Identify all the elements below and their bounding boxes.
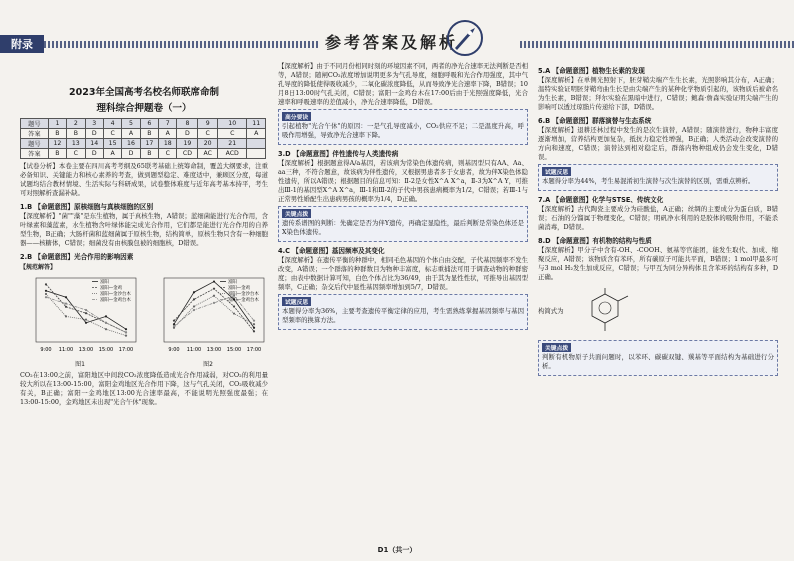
tip-box-5-title: 关键点拨 [542,343,571,352]
exam-title: 2023年全国高考名校名师联席命制 [69,87,219,98]
tip-box-2-title: 关键点拨 [282,209,311,218]
data-point [125,328,127,330]
figure-heading: 【规范解答】 [20,264,57,271]
answer-table-cell [247,149,266,159]
question-2-heading: 2.B 【命题意图】光合作用的影响因素 [20,253,134,261]
appendix-tag: 附录 [0,35,44,53]
tip-box-3 [278,294,528,330]
answer-table-cell: AC [198,149,218,159]
answer-table-cell: C [198,129,218,139]
header-stripes-right [520,41,794,48]
tip-box-4-text: 本题得分率为44%，考生易混淆初生演替与次生演替的区别，需重点辨析。 [542,177,755,185]
answer-table-cell: 16 [122,139,140,149]
answer-table-cell: 6 [140,119,158,129]
legend-entry: 富阳 [228,280,237,285]
data-point [253,323,255,325]
answer-table-cell: 7 [159,119,177,129]
data-point [85,309,87,311]
tip-box-4 [538,164,778,191]
answer-table-cell: 3 [85,119,103,129]
data-point [213,302,215,304]
question-6-heading: 6.B 【命题意图】群落演替与生态系统 [538,117,652,125]
legend-entry: 富阳—金沙台木 [228,292,259,297]
answer-table-cell: B [140,129,158,139]
x-tick-label: 15:00 [98,347,114,353]
data-point [213,288,215,290]
question-5-heading: 5.A 【命题意图】植物生长素的发现 [538,67,645,75]
answer-table-cell [247,139,266,149]
data-point [85,319,87,321]
chart-1 [20,274,140,368]
answer-table-cell: B [48,149,66,159]
answer-table-label: 题号 [21,119,49,129]
structure-row [538,284,778,338]
x-tick-label: 11:00 [186,347,202,353]
data-point [105,328,107,330]
tip-box-1-title: 高分要诀 [282,112,311,121]
question-3-heading: 3.D 【命题意图】伴性遗传与人类遗传病 [278,150,399,158]
x-tick-label: 17:00 [118,347,134,353]
answer-table-cell: 5 [122,119,140,129]
data-point [173,325,175,327]
answer-table-cell: D [177,129,198,139]
answer-table-cell: ACD [217,149,246,159]
chart-2-svg [148,274,268,356]
answer-table-cell: 19 [177,139,198,149]
legend-entry: 富阳—金鸡台木 [100,298,131,303]
question-2-analysis: CO₂在13:00之前，富阳地区中间段CO₂浓度降低造成光合作用减弱，对CO₂的利用量较大所以在13:00-15:00，富阳金鸡地区光合作用下降，这与气孔关闭，CO₂吸收减少有关，B正确；富阳一金鸡地区13:00光合速率最高，不能说明光照强度最强；在13:00-15:00，金鸡地区未出现"光合午休"现象。 [20,371,268,406]
column-1 [20,62,268,409]
data-point [253,320,255,322]
data-point [65,303,67,305]
page-header [0,0,794,60]
answer-table-cell: D [122,149,140,159]
answer-table-cell: C [159,149,177,159]
answer-table-cell: A [103,149,121,159]
chart-1-caption: 图1 [75,361,85,368]
data-point [45,283,47,285]
data-point [85,312,87,314]
answer-table-label: 答案 [21,149,49,159]
x-tick-label: 17:00 [246,347,262,353]
question-8-analysis: 【深度解析】甲分子中含有-OH、-COOH、氨基等官能团，能发生取代、加成、缩聚反应，A错误；该物质含有苯环，所有碳原子可能共平面，B错误；1 mol甲最多可与3 mol H₂发生加成反应，C错误；与甲互为同分异构体且含苯环的结构有多种，D正确。 [538,246,778,281]
question-3-analysis: 【深度解析】根据题意得A/a基因，若该病为常染色体遗传病，则基因型只有AA、Aa、aa三种，不符合题意，故该病为伴性遗传，又根据男患者多于女患者，故为伴X染色体隐性遗传，所以A错误；根据题目的信息可知：Ⅱ-2是女性X^A X^a，Ⅱ-3为X^A Y，可推出Ⅲ-1的基因型X^A X^a，Ⅲ-1和Ⅲ-2的子代中男孩患病概率为1/2，C错误；若Ⅲ-1与正常男性婚配生出患病男孩的概率为1/4，D正确。 [278,159,528,203]
legend-entry: 富阳—金鸡台木 [228,298,259,303]
legend-entry: 富阳—金鸡 [228,286,250,291]
data-point [233,312,235,314]
exam-subtitle: 理科综合押题卷（一） [96,103,192,114]
answer-table-cell: 21 [217,139,246,149]
answer-table-row [21,139,266,149]
legend-entry: 富阳—金鸡 [100,286,122,291]
question-7-heading: 7.A 【命题意图】化学与STSE、传统文化 [538,196,664,204]
answer-table-cell: A [122,129,140,139]
tip-box-5-text: 判断有机物原子共面问题时，以苯环、碳碳双键、羰基等平面结构为基础进行分析。 [542,353,774,370]
data-point [253,327,255,329]
tip-box-3-title: 试题反思 [282,297,311,306]
page-banner: 参考答案及解析 [325,33,459,52]
tip-box-2 [278,206,528,242]
data-point [65,296,67,298]
question-5-analysis: 【深度解析】在单侧光照射下，胚芽鞘尖端产生生长素，光照影响其分布，A正确；温特实验证明胚芽鞘弯曲生长是由尖端产生的某种化学物质引起的，该物质后被命名为生长素，B错误；拜尔实验在黑暗中进行，C错误；鲍森·詹森实验证明尖端产生的影响可以透过琼脂片传递给下部，D错误。 [538,76,778,111]
question-4-analysis: 【深度解析】在遗传平衡的种群中，相同毛色基因的个体自由交配，子代基因频率不发生改变，A错误；一个群落的种群数目为物种丰富度，标志重捕法可用于调查动物的种群密度；由表中数据计算可知，白色个体占比为36/49，由于其为显性性状，可推导出基因型频率，C正确；杂交后代中显性基因频率增加到5/7，D错误。 [278,256,528,291]
answer-table-cell: C [67,149,85,159]
answer-table-row [21,119,266,129]
answer-table-cell: 10 [217,119,246,129]
answer-table-cell: CD [177,149,198,159]
column-2 [278,62,528,332]
answer-table-cell: 9 [198,119,218,129]
col2-paragraph-1: 【深度解析】由于不同月份相同时刻的环境因素不同，两者的净光合速率无法判断是否相等，A错误；随闸CO₂浓度增加说明更多为气孔导度，细胞呼吸和光合作用强度，其中气孔导度的降低使得吸收减少，二氧化碳浓度降低，从而导致净光合速率下降，B错误；10月8日13:00时气孔关闭，C错误；富阳一金鸡台木在17:00后由于光照强度降低，光合速率和呼吸速率的差值减小，净光合速率降低，D错误。 [278,62,528,106]
answer-table-cell: A [247,129,266,139]
test-analysis: 【试卷分析】本卷主要在四川高考考纲及65联考基础上统筹命制，覆盖大纲要求，注重必备知识、关键能力和核心素养的考查，做到题型稳定、难度适中，兼顾区分度，每道试题均结合教材情境、生活实际与科研成果，试卷整体难度与近年高考基本持平，考生可对照解析查漏补缺。 [20,162,268,197]
answer-table-cell: D [85,129,103,139]
data-point [193,309,195,311]
data-point [173,320,175,322]
answer-table-label: 题号 [21,139,49,149]
answer-table-cell: 15 [103,139,121,149]
answer-table-cell: C [103,129,121,139]
answer-table-cell: 13 [67,139,85,149]
answer-table-cell: 2 [67,119,85,129]
x-tick-label: 15:00 [226,347,242,353]
x-tick-label: 13:00 [206,347,222,353]
tip-box-3-text: 本题得分率为36%，主要考查遗传平衡定律的应用，考生需熟练掌握基因频率与基因型频率的换算方法。 [282,307,524,324]
tip-box-1 [278,109,528,145]
tip-box-5 [538,340,778,376]
answer-table [20,118,266,159]
answer-table-cell: 17 [140,139,158,149]
data-point [105,322,107,324]
question-1-heading: 1.B 【命题意图】原核细胞与真核细胞的区别 [20,203,154,211]
data-point [45,290,47,292]
data-point [213,280,215,282]
answer-table-cell: 4 [103,119,121,129]
data-point [105,315,107,317]
data-point [85,322,87,324]
chart-2 [148,274,268,368]
answer-table-cell: 1 [48,119,66,129]
x-tick-label: 13:00 [78,347,94,353]
answer-table-cell: D [85,149,103,159]
chart-1-svg [20,274,140,356]
data-point [193,291,195,293]
chart-2-caption: 图2 [203,361,213,368]
answer-table-row [21,149,266,159]
header-stripes-left [44,41,319,48]
rocket-emblem-icon [445,18,485,58]
answer-table-label: 答案 [21,129,49,139]
answer-table-cell: A [159,129,177,139]
structure-caption: 构简式为 [538,306,564,315]
answer-table-row [21,129,266,139]
data-point [193,305,195,307]
answer-table-cell: 12 [48,139,66,149]
tip-box-2-text: 遗传系谱图的判断：先确定是否为伴Y遗传，再确定显隐性，最后判断是常染色体还是X染色体遗传。 [282,219,524,236]
tip-box-4-title: 试题反思 [542,167,571,176]
data-point [45,293,47,295]
tip-box-1-text: 引起植物"光合午休"的原因：一是气孔导度减小，CO₂供应不足；二是温度升高，呼吸作用增强，导致净光合速率下降。 [282,122,524,139]
molecular-structure-icon [570,286,640,336]
legend-entry: 富阳 [100,280,109,285]
figure-row [20,274,268,368]
answer-table-cell: 20 [198,139,218,149]
page-footer: D1（共一） [377,546,417,554]
data-point [65,306,67,308]
question-4-heading: 4.C 【命题意图】基因频率及其变化 [278,247,385,255]
question-1-analysis: 【深度解析】"菌""藻"是东生植物，属于真核生物，A错误；蓝细菌能进行光合作用，含叶绿素和藻蓝素，水生植物含叶绿体能完成光合作用，它们都是能进行光合作用的自养型生物，B正确；大肠杆菌和蓝细菌属于原核生物，结构简单，原核生物只含有一种细胞器——核糖体，C错误；细菌没有由核膜包被的细胞核，D错误。 [20,212,268,247]
answer-table-cell: 8 [177,119,198,129]
answer-table-cell: 18 [159,139,177,149]
x-tick-label: 9:00 [40,347,52,353]
answer-table-cell: B [140,149,158,159]
question-8-heading: 8.D 【命题意图】有机物的结构与性质 [538,237,652,245]
legend-entry: 富阳—金沙台木 [100,292,131,297]
data-point [193,298,195,300]
answer-table-cell: B [48,129,66,139]
x-tick-label: 11:00 [58,347,74,353]
data-point [125,335,127,337]
data-point [233,305,235,307]
data-point [65,315,67,317]
answer-table-cell: C [217,129,246,139]
data-point [253,330,255,332]
answer-table-cell: 14 [85,139,103,149]
data-point [45,296,47,298]
question-6-analysis: 【深度解析】退耕还林过程中发生的是次生演替，A错误；随演替进行，物种丰富度逐渐增加，营养结构更加复杂，抵抗力稳定性增强，B正确；人类活动会改变演替的方向和速度，C错误；演替达到相对稳定后，群落内物种组成仍会发生变化，D错误。 [538,126,778,161]
question-7-analysis: 【深度解析】古代陶瓷主要成分为硅酸盐，A正确；丝绸的主要成分为蛋白质，B错误；石油的分馏属于物理变化，C错误；明矾净水利用的是胶体的吸附作用，不能杀菌消毒，D错误。 [538,205,778,231]
answer-table-cell: 11 [247,119,266,129]
data-point [125,331,127,333]
answer-table-cell: B [67,129,85,139]
x-tick-label: 9:00 [168,347,180,353]
data-point [213,295,215,297]
column-3 [538,62,778,378]
